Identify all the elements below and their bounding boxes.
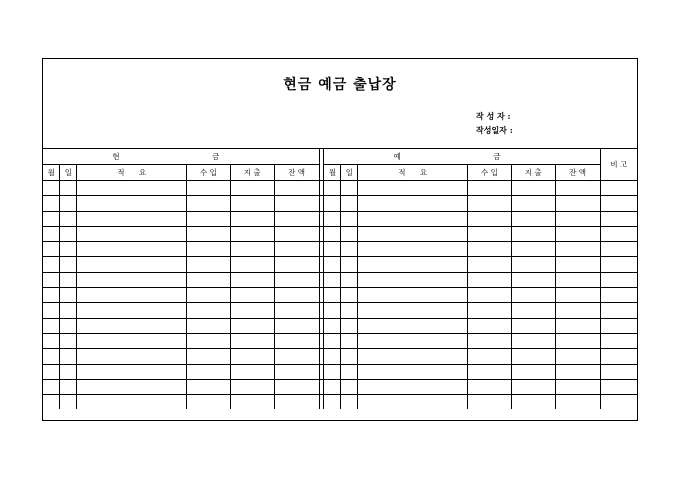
cell-description[interactable] [77,181,187,196]
cell-expense[interactable] [230,333,274,348]
cell-day[interactable] [60,211,77,226]
cell-day[interactable] [341,181,358,196]
cell-month[interactable] [324,379,341,394]
cell-remarks[interactable] [600,395,637,410]
table-row [43,181,637,196]
cell-description[interactable] [77,272,187,287]
cell-remarks[interactable] [600,333,637,348]
cell-remarks[interactable] [600,211,637,226]
cell-balance[interactable] [555,196,600,211]
cell-remarks[interactable] [600,257,637,272]
cell-income[interactable] [467,196,511,211]
cell-description[interactable] [358,288,468,303]
cell-expense[interactable] [230,318,274,333]
cell-income[interactable] [467,379,511,394]
cell-balance[interactable] [555,272,600,287]
cell-balance[interactable] [274,288,319,303]
cell-expense[interactable] [511,333,555,348]
col-balance: 잔 액 [555,165,600,181]
col-description: 적 요 [358,165,468,181]
cell-income[interactable] [186,395,230,410]
cell-remarks[interactable] [600,196,637,211]
cell-month[interactable] [43,303,60,318]
cell-balance[interactable] [274,242,319,257]
cell-income[interactable] [186,257,230,272]
cell-balance[interactable] [555,226,600,241]
cell-description[interactable] [358,395,468,410]
cell-month[interactable] [43,364,60,379]
cell-day[interactable] [341,288,358,303]
cell-remarks[interactable] [600,226,637,241]
ledger-table [43,148,637,409]
cell-month[interactable] [43,318,60,333]
cell-description[interactable] [358,242,468,257]
cell-month[interactable] [324,288,341,303]
cell-income[interactable] [186,272,230,287]
cell-month[interactable] [324,364,341,379]
cell-month[interactable] [43,211,60,226]
cell-income[interactable] [186,196,230,211]
cell-description[interactable] [358,226,468,241]
cell-month[interactable] [324,303,341,318]
col-expense: 지 출 [230,165,274,181]
cell-description[interactable] [358,379,468,394]
cell-remarks[interactable] [600,272,637,287]
cell-day[interactable] [341,242,358,257]
cell-expense[interactable] [230,303,274,318]
cell-income[interactable] [467,349,511,364]
cell-balance[interactable] [555,257,600,272]
cell-balance[interactable] [555,379,600,394]
cell-expense[interactable] [511,181,555,196]
cell-expense[interactable] [511,349,555,364]
col-month: 월 [324,165,341,181]
cell-month[interactable] [43,226,60,241]
col-balance: 잔 액 [274,165,319,181]
cell-month[interactable] [43,242,60,257]
table-row [43,303,637,318]
cell-expense[interactable] [511,242,555,257]
cell-remarks[interactable] [600,349,637,364]
col-month: 월 [43,165,60,181]
cell-balance[interactable] [555,303,600,318]
cell-month[interactable] [324,211,341,226]
cell-day[interactable] [60,272,77,287]
cell-expense[interactable] [230,181,274,196]
table-row [43,333,637,348]
cell-income[interactable] [186,303,230,318]
cell-balance[interactable] [274,349,319,364]
table-row [43,379,637,394]
cell-day[interactable] [341,318,358,333]
author-label: 작 성 자 : [476,111,511,121]
cell-expense[interactable] [230,211,274,226]
cell-day[interactable] [341,196,358,211]
cell-remarks[interactable] [600,318,637,333]
remarks-heading: 비 고 [600,149,637,181]
table-row [43,288,637,303]
cell-expense[interactable] [511,257,555,272]
cell-description[interactable] [77,242,187,257]
cell-balance[interactable] [274,196,319,211]
table-row [43,226,637,241]
cell-balance[interactable] [274,333,319,348]
cell-balance[interactable] [555,349,600,364]
cell-description[interactable] [77,333,187,348]
cell-balance[interactable] [274,395,319,410]
cell-expense[interactable] [230,226,274,241]
cell-income[interactable] [467,226,511,241]
cell-description[interactable] [77,211,187,226]
cell-description[interactable] [77,364,187,379]
cell-remarks[interactable] [600,181,637,196]
col-income: 수 입 [186,165,230,181]
cell-month[interactable] [324,395,341,410]
table-row [43,242,637,257]
table-row [43,318,637,333]
cell-expense[interactable] [230,288,274,303]
cell-expense[interactable] [230,364,274,379]
col-day: 일 [60,165,77,181]
table-row [43,257,637,272]
cell-description[interactable] [358,333,468,348]
cell-month[interactable] [43,379,60,394]
cell-day[interactable] [341,303,358,318]
cell-balance[interactable] [274,211,319,226]
cell-income[interactable] [467,318,511,333]
cell-income[interactable] [467,181,511,196]
cell-day[interactable] [341,349,358,364]
cell-day[interactable] [341,257,358,272]
cell-balance[interactable] [274,318,319,333]
cell-description[interactable] [77,318,187,333]
page-title: 현금 예금 출납장 [283,77,397,93]
cell-remarks[interactable] [600,242,637,257]
deposit-section-heading: 예 금 [324,149,600,165]
cell-description[interactable] [358,272,468,287]
cell-balance[interactable] [555,333,600,348]
ledger-form [42,58,638,421]
date-label: 작성일자 : [476,125,513,135]
cell-description[interactable] [77,257,187,272]
table-row [43,272,637,287]
cell-income[interactable] [186,318,230,333]
cell-day[interactable] [60,196,77,211]
cell-income[interactable] [186,288,230,303]
cell-day[interactable] [341,211,358,226]
cell-balance[interactable] [555,364,600,379]
cell-description[interactable] [358,181,468,196]
cell-expense[interactable] [511,272,555,287]
cell-day[interactable] [341,272,358,287]
cell-month[interactable] [43,196,60,211]
cell-income[interactable] [467,395,511,410]
cell-balance[interactable] [274,379,319,394]
cell-balance[interactable] [274,364,319,379]
cell-description[interactable] [358,303,468,318]
cell-description[interactable] [77,288,187,303]
table-row [43,349,637,364]
cell-description[interactable] [77,196,187,211]
cell-day[interactable] [341,333,358,348]
cell-month[interactable] [324,181,341,196]
cell-month[interactable] [324,196,341,211]
cell-balance[interactable] [274,181,319,196]
cell-month[interactable] [324,318,341,333]
cell-day[interactable] [341,364,358,379]
cell-expense[interactable] [230,379,274,394]
cell-balance[interactable] [555,288,600,303]
cell-expense[interactable] [511,211,555,226]
cell-month[interactable] [324,349,341,364]
col-description: 적 요 [77,165,187,181]
cell-month[interactable] [324,333,341,348]
cell-income[interactable] [467,272,511,287]
cell-income[interactable] [186,211,230,226]
cell-description[interactable] [77,303,187,318]
cell-income[interactable] [467,242,511,257]
cell-description[interactable] [77,379,187,394]
cell-day[interactable] [341,379,358,394]
cell-description[interactable] [358,211,468,226]
cell-expense[interactable] [230,242,274,257]
cell-expense[interactable] [230,395,274,410]
cell-day[interactable] [60,181,77,196]
cell-month[interactable] [43,349,60,364]
cell-income[interactable] [467,257,511,272]
cell-month[interactable] [43,395,60,410]
cell-balance[interactable] [555,211,600,226]
cell-description[interactable] [358,349,468,364]
cell-income[interactable] [186,242,230,257]
cell-month[interactable] [43,181,60,196]
table-row [43,211,637,226]
cell-remarks[interactable] [600,379,637,394]
cell-description[interactable] [358,318,468,333]
cell-expense[interactable] [511,379,555,394]
cell-day[interactable] [60,333,77,348]
cell-day[interactable] [60,303,77,318]
cell-description[interactable] [77,395,187,410]
cell-day[interactable] [60,318,77,333]
cell-day[interactable] [341,226,358,241]
cell-expense[interactable] [230,272,274,287]
cell-remarks[interactable] [600,288,637,303]
cell-expense[interactable] [511,196,555,211]
cell-month[interactable] [324,242,341,257]
cell-balance[interactable] [274,226,319,241]
cell-income[interactable] [186,333,230,348]
col-expense: 지 출 [511,165,555,181]
cell-balance[interactable] [555,181,600,196]
cell-balance[interactable] [555,242,600,257]
col-day: 일 [341,165,358,181]
cell-day[interactable] [60,242,77,257]
cell-day[interactable] [60,349,77,364]
cell-income[interactable] [186,181,230,196]
cell-expense[interactable] [511,288,555,303]
cell-day[interactable] [60,395,77,410]
cell-description[interactable] [358,196,468,211]
cell-day[interactable] [60,288,77,303]
cell-expense[interactable] [511,226,555,241]
cell-income[interactable] [467,303,511,318]
cell-day[interactable] [60,226,77,241]
table-row [43,196,637,211]
cell-month[interactable] [324,272,341,287]
cell-income[interactable] [467,211,511,226]
cell-expense[interactable] [511,395,555,410]
cell-month[interactable] [324,257,341,272]
cell-balance[interactable] [274,257,319,272]
cell-month[interactable] [324,226,341,241]
cell-income[interactable] [467,288,511,303]
cell-income[interactable] [186,226,230,241]
cell-month[interactable] [43,333,60,348]
cell-description[interactable] [358,364,468,379]
cell-day[interactable] [60,379,77,394]
cell-expense[interactable] [511,318,555,333]
cell-month[interactable] [43,272,60,287]
table-row [43,364,637,379]
cell-income[interactable] [186,349,230,364]
cell-remarks[interactable] [600,364,637,379]
cell-income[interactable] [467,364,511,379]
cell-balance[interactable] [555,395,600,410]
cell-description[interactable] [358,257,468,272]
table-row [43,395,637,410]
cell-day[interactable] [60,364,77,379]
col-income: 수 입 [467,165,511,181]
cell-income[interactable] [467,333,511,348]
cell-income[interactable] [186,364,230,379]
cell-balance[interactable] [274,303,319,318]
cell-description[interactable] [77,226,187,241]
cell-expense[interactable] [511,303,555,318]
section-header-row [43,149,637,165]
cell-month[interactable] [43,257,60,272]
cell-expense[interactable] [230,257,274,272]
cell-income[interactable] [186,379,230,394]
cell-description[interactable] [77,349,187,364]
cell-remarks[interactable] [600,303,637,318]
cash-section-heading: 현 금 [43,149,319,165]
cell-day[interactable] [60,257,77,272]
cell-balance[interactable] [555,318,600,333]
cell-expense[interactable] [230,196,274,211]
cell-day[interactable] [341,395,358,410]
column-header-row [43,165,637,181]
cell-expense[interactable] [230,349,274,364]
cell-month[interactable] [43,288,60,303]
cell-expense[interactable] [511,364,555,379]
cell-balance[interactable] [274,272,319,287]
